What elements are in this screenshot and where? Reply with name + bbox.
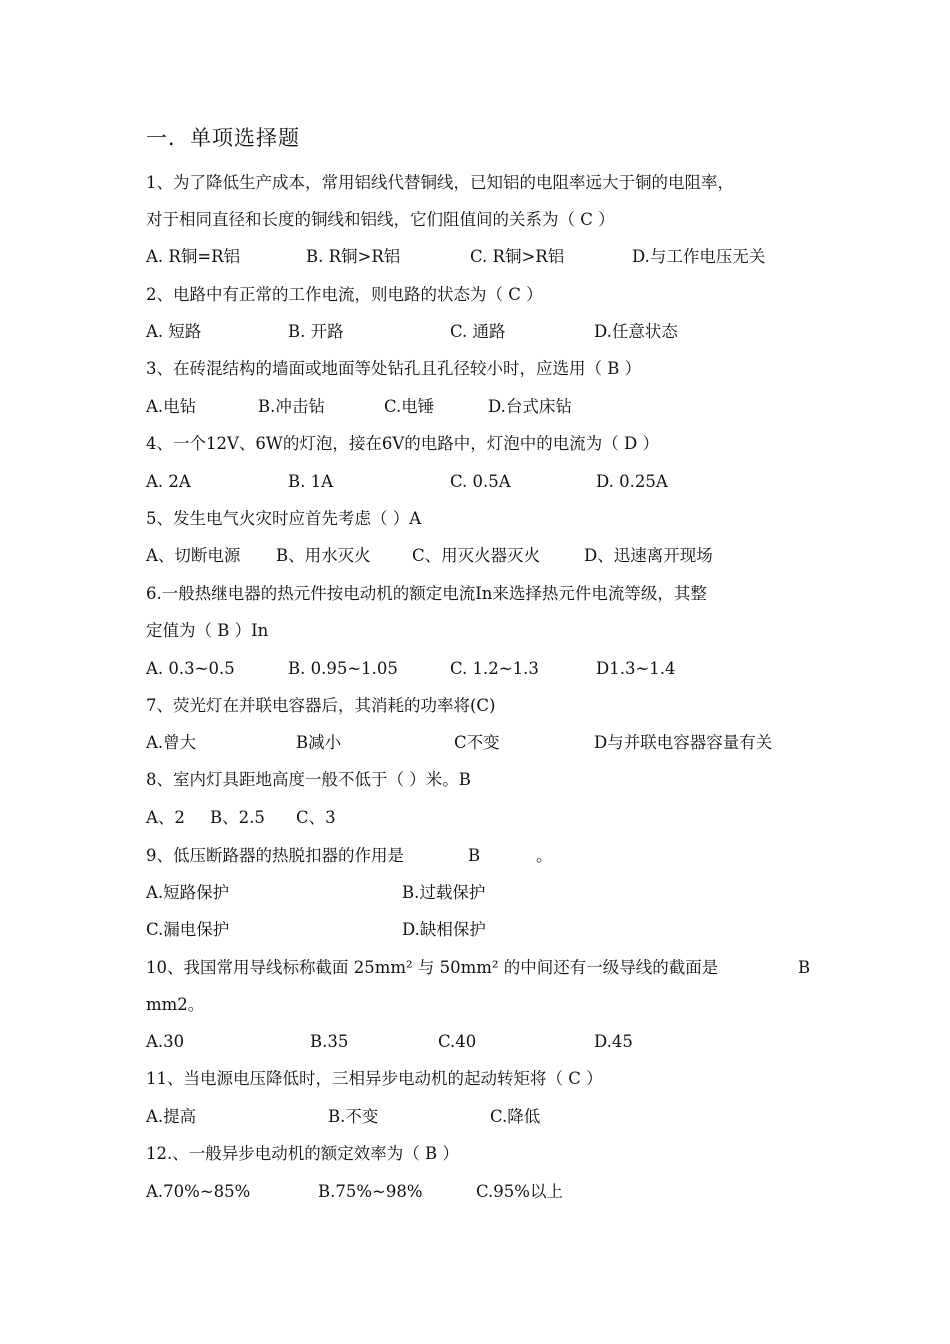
option-d: D. 0.25A <box>596 472 668 491</box>
option-c: C. R铜>R铝 <box>470 247 565 266</box>
option-a: A、2 <box>146 808 185 827</box>
question-8-text: 8、室内灯具距地高度一般不低于（ ）米。B <box>146 770 471 789</box>
option-d: D.台式床钻 <box>488 397 572 416</box>
option-d: D.与工作电压无关 <box>632 247 766 266</box>
option-c: C.40 <box>438 1032 477 1051</box>
question-6-text-line-1: 6.一般热继电器的热元件按电动机的额定电流In来选择热元件电流等级，其整 <box>146 584 707 603</box>
option-b: B. 1A <box>288 472 334 491</box>
option-b: B.冲击钻 <box>258 397 325 416</box>
section-heading: 一．单项选择题 <box>146 126 300 150</box>
option-a: A. R铜=R铝 <box>146 247 241 266</box>
question-9-end-mark: 。 <box>536 846 553 865</box>
option-b: B. 开路 <box>288 322 344 341</box>
option-c: C. 1.2~1.3 <box>450 659 539 678</box>
option-c: C.电锤 <box>384 397 435 416</box>
question-10-answer: B <box>798 958 811 977</box>
question-10-stem: 10、我国常用导线标称截面 25mm² 与 50mm² 的中间还有一级导线的截面是 <box>146 958 719 977</box>
option-c: C.95%以上 <box>476 1182 563 1201</box>
option-a: A.70%~85% <box>146 1182 251 1201</box>
option-a: A.30 <box>146 1032 185 1051</box>
option-d: D.任意状态 <box>594 322 678 341</box>
option-c: C.降低 <box>490 1107 541 1126</box>
option-d: D1.3~1.4 <box>596 659 676 678</box>
option-c: C、用灭火器灭火 <box>412 546 541 565</box>
option-c: C. 0.5A <box>450 472 511 491</box>
option-a: A.电钻 <box>146 397 197 416</box>
option-b: B.75%~98% <box>318 1182 423 1201</box>
option-a: A.提高 <box>146 1107 197 1126</box>
question-10-text-line-2: mm2。 <box>146 995 205 1014</box>
option-a: A. 0.3~0.5 <box>146 659 235 678</box>
option-c: C不变 <box>454 733 500 752</box>
question-2-text: 2、电路中有正常的工作电流，则电路的状态为（ C ） <box>146 285 543 304</box>
question-6-text-line-2: 定值为（ B ）In <box>146 621 269 640</box>
question-12-text: 12.、一般异步电动机的额定效率为（ B ） <box>146 1144 459 1163</box>
option-a: A. 短路 <box>146 322 202 341</box>
option-a: A.短路保护 <box>146 883 230 902</box>
option-a: A、切断电源 <box>146 546 241 565</box>
option-b: B、2.5 <box>210 808 265 827</box>
option-d: D.45 <box>594 1032 633 1051</box>
question-9-stem: 9、低压断路器的热脱扣器的作用是 <box>146 846 404 865</box>
question-7-text: 7、荧光灯在并联电容器后，其消耗的功率将(C) <box>146 696 496 715</box>
option-d: D.缺相保护 <box>402 920 486 939</box>
question-9-answer: B <box>468 846 481 865</box>
option-b: B.过载保护 <box>402 883 486 902</box>
option-b: B.35 <box>310 1032 349 1051</box>
option-a: A.曾大 <box>146 733 197 752</box>
option-b: B.不变 <box>328 1107 379 1126</box>
option-c: C. 通路 <box>450 322 506 341</box>
question-3-text: 3、在砖混结构的墙面或地面等处钻孔且孔径较小时，应选用（ B ） <box>146 359 642 378</box>
question-1-text-line-1: 1、为了降低生产成本，常用铝线代替铜线，已知铝的电阻率远大于铜的电阻率， <box>146 173 734 192</box>
option-b: B减小 <box>296 733 342 752</box>
option-d: D、迅速离开现场 <box>584 546 713 565</box>
option-a: A. 2A <box>146 472 191 491</box>
option-c: C、3 <box>296 808 336 827</box>
question-5-text: 5、发生电气火灾时应首先考虑（ ）A <box>146 509 422 528</box>
option-c: C.漏电保护 <box>146 920 230 939</box>
option-b: B. 0.95~1.05 <box>288 659 398 678</box>
question-4-text: 4、一个12V、6W的灯泡，接在6V的电路中，灯泡中的电流为（ D ） <box>146 434 659 453</box>
option-b: B、用水灭火 <box>276 546 371 565</box>
option-d: D与并联电容器容量有关 <box>594 733 773 752</box>
question-11-text: 11、当电源电压降低时，三相异步电动机的起动转矩将（ C ） <box>146 1069 603 1088</box>
question-1-text-line-2: 对于相同直径和长度的铜线和铝线，它们阻值间的关系为（ C ） <box>146 210 615 229</box>
option-b: B. R铜>R铝 <box>306 247 401 266</box>
